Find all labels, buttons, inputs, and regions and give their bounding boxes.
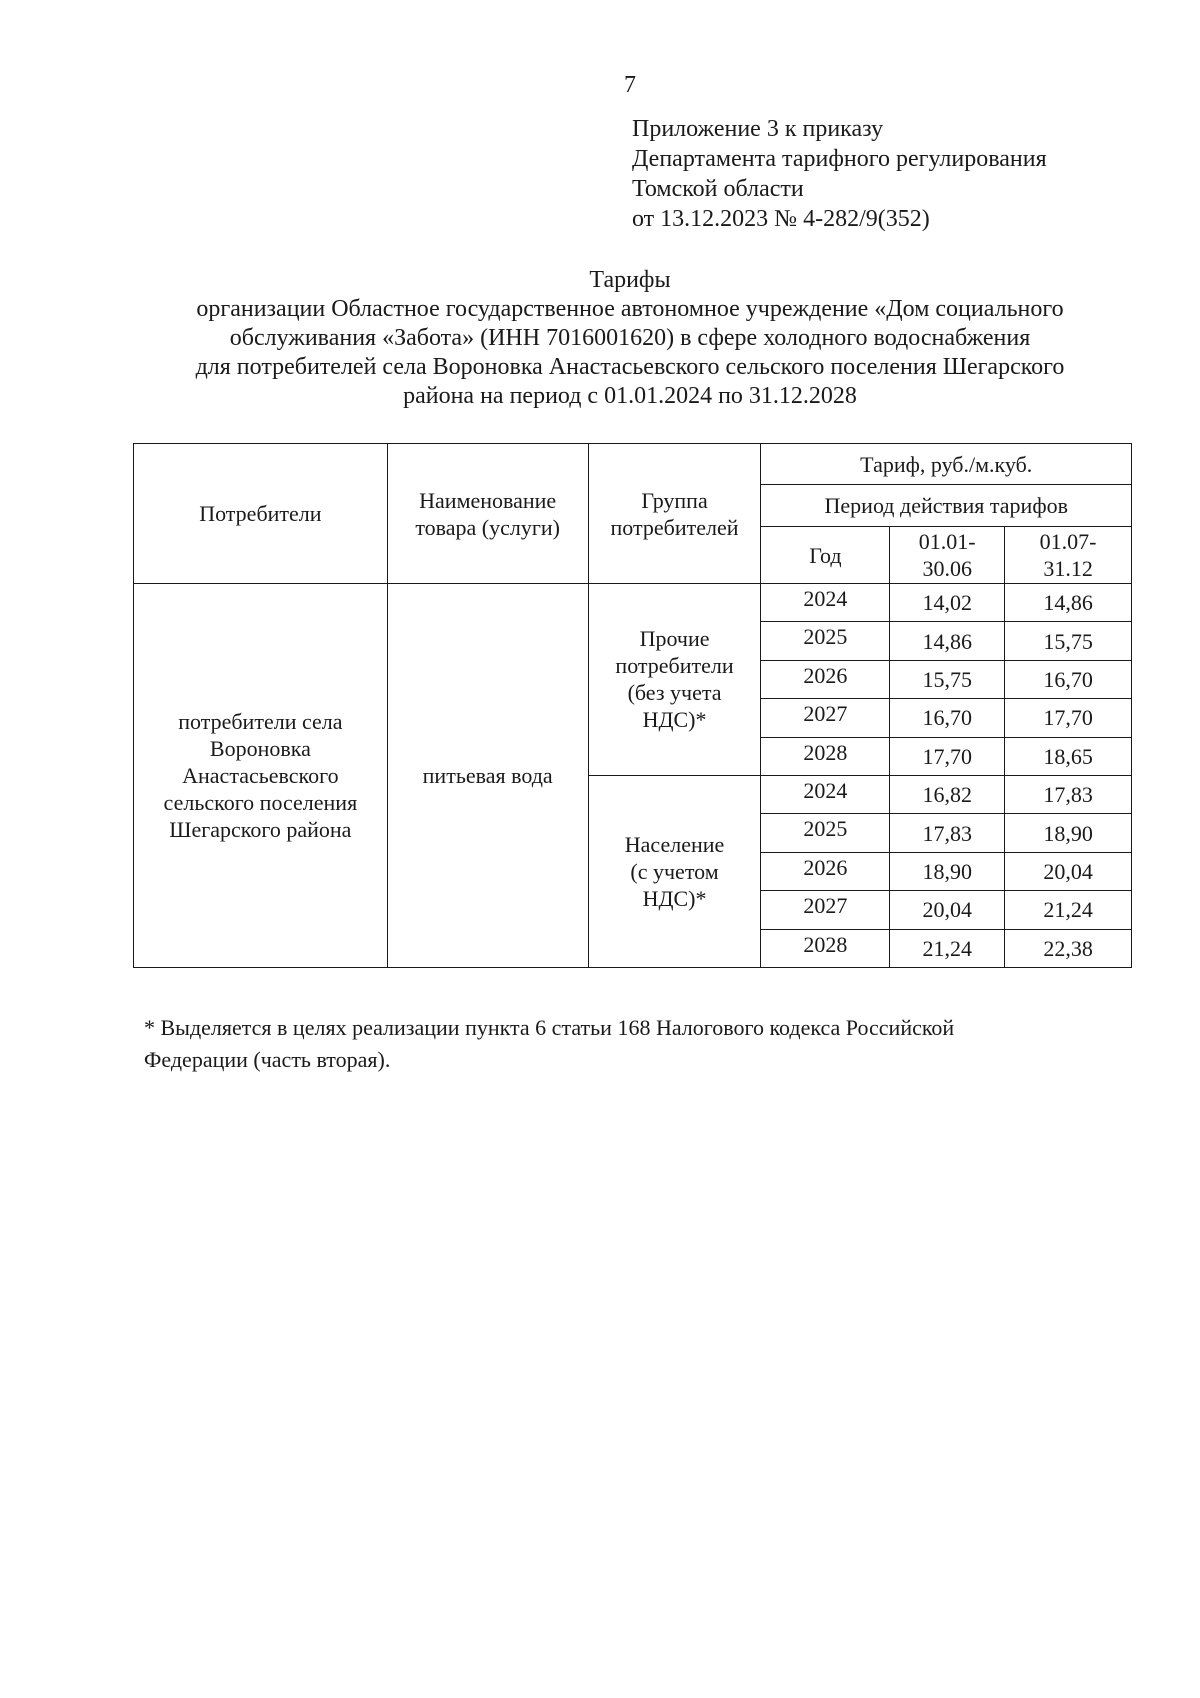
header-row bbox=[134, 444, 1132, 485]
group-label-line: Прочие bbox=[639, 626, 710, 652]
group-label-line: НДС)* bbox=[642, 885, 707, 911]
appendix-line: Департамента тарифного регулирования bbox=[632, 146, 1047, 172]
footnote bbox=[144, 1012, 1094, 1076]
title-heading: Тарифы bbox=[589, 267, 671, 293]
group-label-line: НДС)* bbox=[642, 707, 707, 733]
document-title bbox=[130, 266, 1130, 411]
consumers-line: потребители села bbox=[178, 708, 343, 734]
tariff-h1-cell: 20,04 bbox=[890, 891, 1005, 929]
year-cell: 2028 bbox=[761, 737, 890, 775]
consumers-line: Шегарского района bbox=[169, 816, 352, 842]
tariff-h2-cell: 17,70 bbox=[1005, 699, 1132, 737]
consumers-line: Анастасьевского bbox=[182, 762, 339, 788]
tariff-h1-cell: 15,75 bbox=[890, 660, 1005, 698]
header-year: Год bbox=[761, 527, 890, 584]
year-cell: 2027 bbox=[761, 699, 890, 737]
year-cell: 2025 bbox=[761, 622, 890, 660]
year-cell: 2026 bbox=[761, 852, 890, 890]
tariff-h1-cell: 14,02 bbox=[890, 584, 1005, 622]
tariff-h2-cell: 22,38 bbox=[1005, 929, 1132, 967]
year-cell: 2026 bbox=[761, 660, 890, 698]
tariff-h1-cell: 18,90 bbox=[890, 852, 1005, 890]
page-number: 7 bbox=[624, 72, 636, 98]
year-cell: 2028 bbox=[761, 929, 890, 967]
header-half2-line: 01.07- bbox=[1039, 529, 1097, 554]
header-product-line: Наименование bbox=[419, 487, 557, 513]
header-half1-line: 01.01- bbox=[918, 529, 976, 554]
consumers-line: Вороновка bbox=[209, 735, 311, 761]
header-half1 bbox=[890, 527, 1005, 584]
tariff-h1-cell: 21,24 bbox=[890, 929, 1005, 967]
header-group-line: Группа bbox=[641, 487, 708, 513]
tariff-h2-cell: 17,83 bbox=[1005, 775, 1132, 813]
appendix-block bbox=[632, 114, 1047, 234]
consumers-cell bbox=[134, 584, 388, 968]
header-group-line: потребителей bbox=[610, 514, 739, 540]
appendix-line: Томской области bbox=[632, 176, 804, 202]
year-cell: 2025 bbox=[761, 814, 890, 852]
tariff-h2-cell: 15,75 bbox=[1005, 622, 1132, 660]
title-line: организации Областное государственное автономное учреждение «Дом социального bbox=[196, 296, 1064, 322]
product-cell: питьевая вода bbox=[387, 584, 588, 968]
group-label-line: (без учета bbox=[627, 680, 722, 706]
group-label-line: потребители bbox=[615, 653, 734, 679]
header-group bbox=[588, 444, 761, 584]
appendix-line: от 13.12.2023 № 4-282/9(352) bbox=[632, 206, 930, 232]
group-label-line: Население bbox=[624, 831, 725, 857]
year-cell: 2024 bbox=[761, 775, 890, 813]
title-line: района на период с 01.01.2024 по 31.12.2028 bbox=[403, 383, 857, 409]
tariff-h1-cell: 14,86 bbox=[890, 622, 1005, 660]
tariff-h1-cell: 17,70 bbox=[890, 737, 1005, 775]
consumers-line: сельского поселения bbox=[163, 789, 358, 815]
tariff-h2-cell: 21,24 bbox=[1005, 891, 1132, 929]
tariff-h1-cell: 16,82 bbox=[890, 775, 1005, 813]
group-cell bbox=[588, 775, 761, 967]
tariff-h2-cell: 18,90 bbox=[1005, 814, 1132, 852]
tariff-h2-cell: 18,65 bbox=[1005, 737, 1132, 775]
tariff-h2-cell: 16,70 bbox=[1005, 660, 1132, 698]
header-product bbox=[387, 444, 588, 584]
header-half2 bbox=[1005, 527, 1132, 584]
year-cell: 2024 bbox=[761, 584, 890, 622]
tariff-h2-cell: 14,86 bbox=[1005, 584, 1132, 622]
header-half1-line: 30.06 bbox=[922, 556, 972, 581]
group-cell bbox=[588, 584, 761, 776]
footnote-line: * Выделяется в целях реализации пункта 6 статьи 168 Налогового кодекса Российской bbox=[144, 1015, 955, 1040]
tariff-table bbox=[133, 443, 1132, 968]
appendix-line: Приложение 3 к приказу bbox=[632, 116, 884, 142]
header-tariff: Тариф, руб./м.куб. bbox=[761, 444, 1132, 485]
header-product-line: товара (услуги) bbox=[415, 514, 560, 540]
header-half2-line: 31.12 bbox=[1043, 556, 1093, 581]
title-line: обслуживания «Забота» (ИНН 7016001620) в сфере холодного водоснабжения bbox=[229, 325, 1031, 351]
group-label-line: (с учетом bbox=[630, 858, 719, 884]
title-line: для потребителей села Вороновка Анастасьевского сельского поселения Шегарского bbox=[195, 354, 1065, 380]
header-period: Период действия тарифов bbox=[761, 485, 1132, 527]
year-cell: 2027 bbox=[761, 891, 890, 929]
tariff-h1-cell: 16,70 bbox=[890, 699, 1005, 737]
tariff-h2-cell: 20,04 bbox=[1005, 852, 1132, 890]
tariff-h1-cell: 17,83 bbox=[890, 814, 1005, 852]
footnote-line: Федерации (часть вторая). bbox=[144, 1047, 391, 1072]
table-row bbox=[134, 584, 1132, 622]
header-consumers: Потребители bbox=[134, 444, 388, 584]
